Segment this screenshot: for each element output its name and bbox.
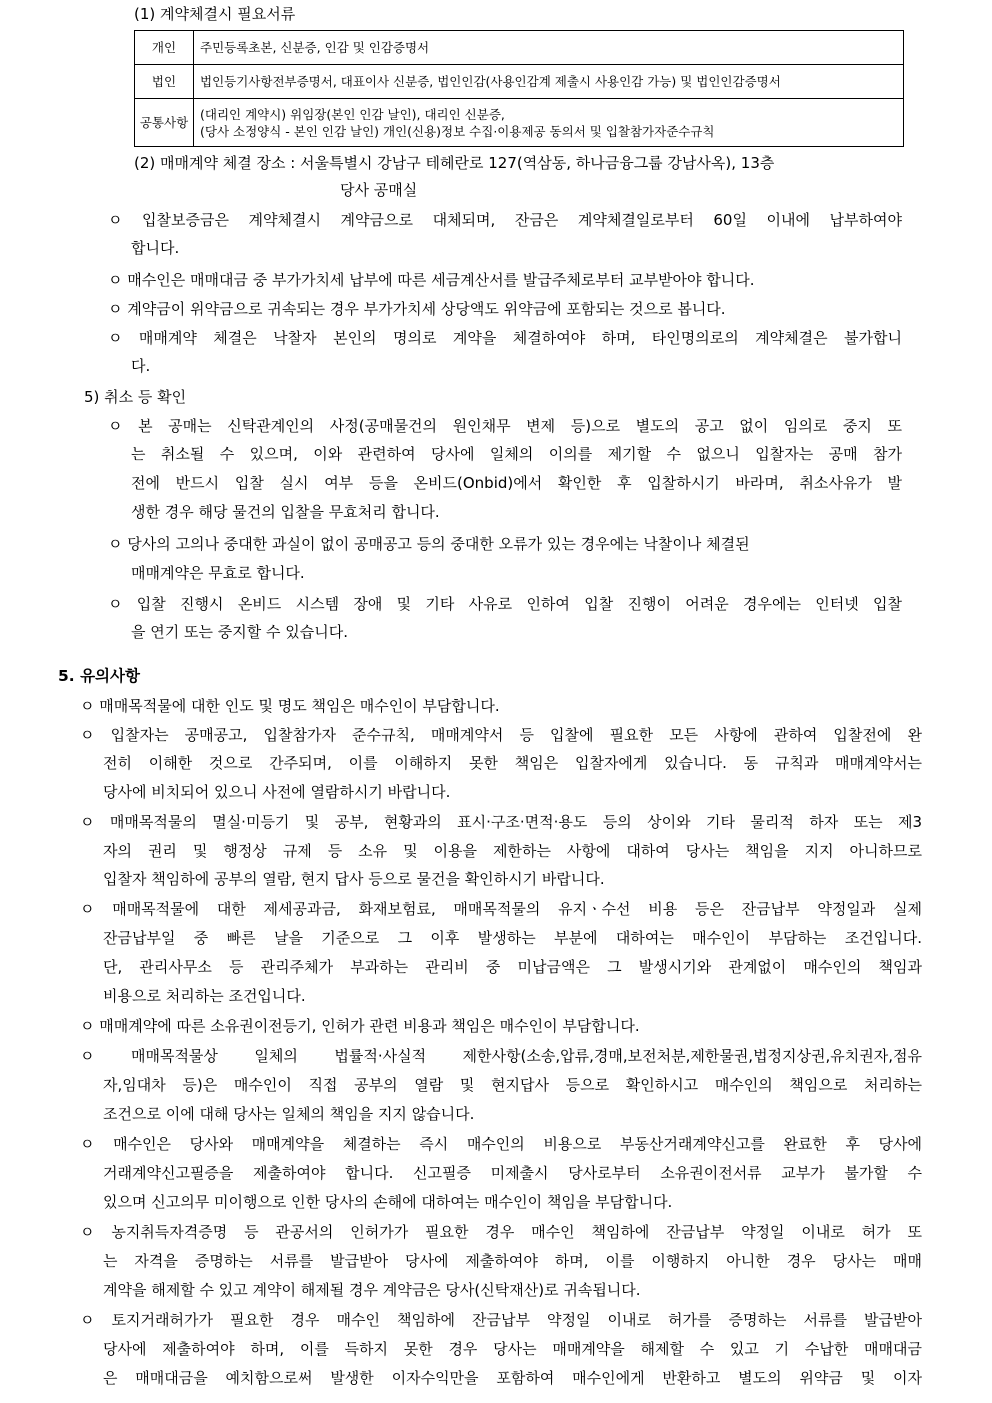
bullet-line: 전에 반드시 입찰 실시 여부 등을 온비드(Onbid)에서 확인한 후 입찰하시기 바라며, 취소사유가 발 xyxy=(131,474,902,492)
bullet-line: ㅇ 입찰 진행시 온비드 시스템 장애 및 기타 사유로 인하여 입찰 진행이 어려운 경우에는 인터넷 입찰 xyxy=(108,595,902,613)
bullet-line: ㅇ 매수인은 당사와 매매계약을 체결하는 즉시 매수인의 비용으로 부동산거래계약신고를 완료한 후 당사에 xyxy=(80,1135,922,1153)
bullet-line: ㅇ 계약금이 위약금으로 귀속되는 경우 부가가치세 상당액도 위약금에 포함되는 것으로 봅니다. xyxy=(108,300,726,318)
row-key: 개인 xyxy=(135,31,194,65)
row-value: 주민등록초본, 신분증, 인감 및 인감증명서 xyxy=(194,31,904,65)
table-row xyxy=(135,65,904,99)
bullet-line: 을 연기 또는 중지할 수 있습니다. xyxy=(131,623,348,641)
bullet-line: 전히 이해한 것으로 간주되며, 이를 이해하지 못한 책임은 입찰자에게 있습니다. 동 규칙과 매매계약서는 xyxy=(103,754,922,772)
subsection-2-line: (2) 매매계약 체결 장소 : 서울특별시 강남구 테헤란로 127(역삼동, 하나금융그룹 강남사옥), 13층 xyxy=(134,154,775,172)
subsection-2-line: 당사 공매실 xyxy=(340,181,418,199)
bullet-line: ㅇ 매매목적물상 일체의 법률적·사실적 제한사항(소송,압류,경매,보전처분,제한물권,법정지상권,유치권자,점유 xyxy=(80,1047,922,1065)
bullet-line: 자,임대차 등)은 매수인이 직접 공부의 열람 및 현지답사 등으로 확인하시고 매수인의 책임으로 처리하는 xyxy=(103,1076,922,1094)
bullet-line: ㅇ 입찰보증금은 계약체결시 계약금으로 대체되며, 잔금은 계약체결일로부터 60일 이내에 납부하여야 xyxy=(108,211,902,229)
row-value-line: (당사 소정양식 - 본인 인감 날인) 개인(신용)정보 수집·이용제공 동의서 및 입찰참가자준수규칙 xyxy=(200,123,715,139)
bullet-line: 계약을 해제할 수 있고 계약이 해제될 경우 계약금은 당사(신탁재산)로 귀속됩니다. xyxy=(103,1281,641,1299)
bullet-line: 단, 관리사무소 등 관리주체가 부과하는 관리비 중 미납금액은 그 발생시기와 관계없이 매수인의 책임과 xyxy=(103,958,922,976)
bullet-line: 있으며 신고의무 미이행으로 인한 당사의 손해에 대하여는 매수인이 책임을 부담합니다. xyxy=(103,1193,673,1211)
subsection-5-title: 5) 취소 등 확인 xyxy=(84,388,187,406)
bullet-line: ㅇ 농지취득자격증명 등 관공서의 인허가가 필요한 경우 매수인 책임하에 잔금납부 약정일 이내로 허가 또 xyxy=(80,1223,922,1241)
bullet-line: 당사에 제출하여야 하며, 이를 득하지 못한 경우 당사는 매매계약을 해제할 수 있고 기 수납한 매매대금 xyxy=(103,1340,922,1358)
bullet-line: 자의 권리 및 행정상 규제 등 소유 및 이용을 제한하는 사항에 대하여 당사는 책임을 지지 아니하므로 xyxy=(103,842,922,860)
bullet-line: ㅇ 매매계약에 따른 소유권이전등기, 인허가 관련 비용과 책임은 매수인이 부담합니다. xyxy=(80,1017,640,1035)
bullet-line: ㅇ 당사의 고의나 중대한 과실이 없이 공매공고 등의 중대한 오류가 있는 경우에는 낙찰이나 체결된 xyxy=(108,535,750,553)
row-key: 법인 xyxy=(135,65,194,99)
row-value xyxy=(194,99,904,147)
bullet-line: 는 자격을 증명하는 서류를 발급받아 당사에 제출하여야 하며, 이를 이행하지 아니한 경우 당사는 매매 xyxy=(103,1252,922,1270)
subsection-1-title: (1) 계약체결시 필요서류 xyxy=(134,5,296,23)
table-row xyxy=(135,31,904,65)
bullet-line: 잔금납부일 중 빠른 날을 기준으로 그 이후 발생하는 부분에 대하여는 매수인이 부담하는 조건입니다. xyxy=(103,929,922,947)
bullet-line: 는 취소될 수 있으며, 이와 관련하여 당사에 일체의 이의를 제기할 수 없으니 입찰자는 공매 참가 xyxy=(131,445,902,463)
bullet-line: 거래계약신고필증을 제출하여야 합니다. 신고필증 미제출시 당사로부터 소유권이전서류 교부가 불가할 수 xyxy=(103,1164,922,1182)
bullet-line: 다. xyxy=(131,357,151,375)
bullet-line: ㅇ 토지거래허가가 필요한 경우 매수인 책임하에 잔금납부 약정일 이내로 허가를 증명하는 서류를 발급받아 xyxy=(80,1311,922,1329)
section-5-title: 5. 유의사항 xyxy=(58,667,140,685)
bullet-line: 매매계약은 무효로 합니다. xyxy=(131,564,305,582)
required-documents-table xyxy=(134,30,904,147)
bullet-line: 생한 경우 해당 물건의 입찰을 무효처리 합니다. xyxy=(131,503,440,521)
row-value-line: (대리인 계약시) 위임장(본인 인감 날인), 대리인 신분증, xyxy=(200,106,505,122)
bullet-line: 조건으로 이에 대해 당사는 일체의 책임을 지지 않습니다. xyxy=(103,1105,475,1123)
bullet-line: ㅇ 매매목적물의 멸실·미등기 및 공부, 현황과의 표시·구조·면적·용도 등의 상이와 기타 물리적 하자 또는 제3 xyxy=(80,813,922,831)
row-key: 공통사항 xyxy=(135,99,194,147)
bullet-line: ㅇ 입찰자는 공매공고, 입찰참가자 준수규칙, 매매계약서 등 입찰에 필요한 모든 사항에 관하여 입찰전에 완 xyxy=(80,726,922,744)
bullet-line: 합니다. xyxy=(131,239,180,257)
bullet-line: ㅇ 매매목적물에 대한 제세공과금, 화재보험료, 매매목적물의 유지ㆍ수선 비용 등은 잔금납부 약정일과 실제 xyxy=(80,900,922,918)
bullet-line: ㅇ 본 공매는 신탁관계인의 사정(공매물건의 원인채무 변제 등)으로 별도의 공고 없이 임의로 중지 또 xyxy=(108,417,902,435)
bullet-line: ㅇ 매수인은 매매대금 중 부가가치세 납부에 따른 세금계산서를 발급주체로부터 교부받아야 합니다. xyxy=(108,271,755,289)
bullet-line: 비용으로 처리하는 조건입니다. xyxy=(103,987,306,1005)
bullet-line: ㅇ 매매계약 체결은 낙찰자 본인의 명의로 계약을 체결하여야 하며, 타인명의로의 계약체결은 불가합니 xyxy=(108,329,902,347)
bullet-line: ㅇ 매매목적물에 대한 인도 및 명도 책임은 매수인이 부담합니다. xyxy=(80,697,500,715)
bullet-line: 당사에 비치되어 있으니 사전에 열람하시기 바랍니다. xyxy=(103,783,451,801)
table-row xyxy=(135,99,904,147)
bullet-line: 입찰자 책임하에 공부의 열람, 현지 답사 등으로 물건을 확인하시기 바랍니다. xyxy=(103,870,605,888)
row-value: 법인등기사항전부증명서, 대표이사 신분증, 법인인감(사용인감계 제출시 사용인감 가능) 및 법인인감증명서 xyxy=(194,65,904,99)
bullet-line: 은 매매대금을 예치함으로써 발생한 이자수익만을 포함하여 매수인에게 반환하고 별도의 위약금 및 이자 xyxy=(103,1369,922,1387)
